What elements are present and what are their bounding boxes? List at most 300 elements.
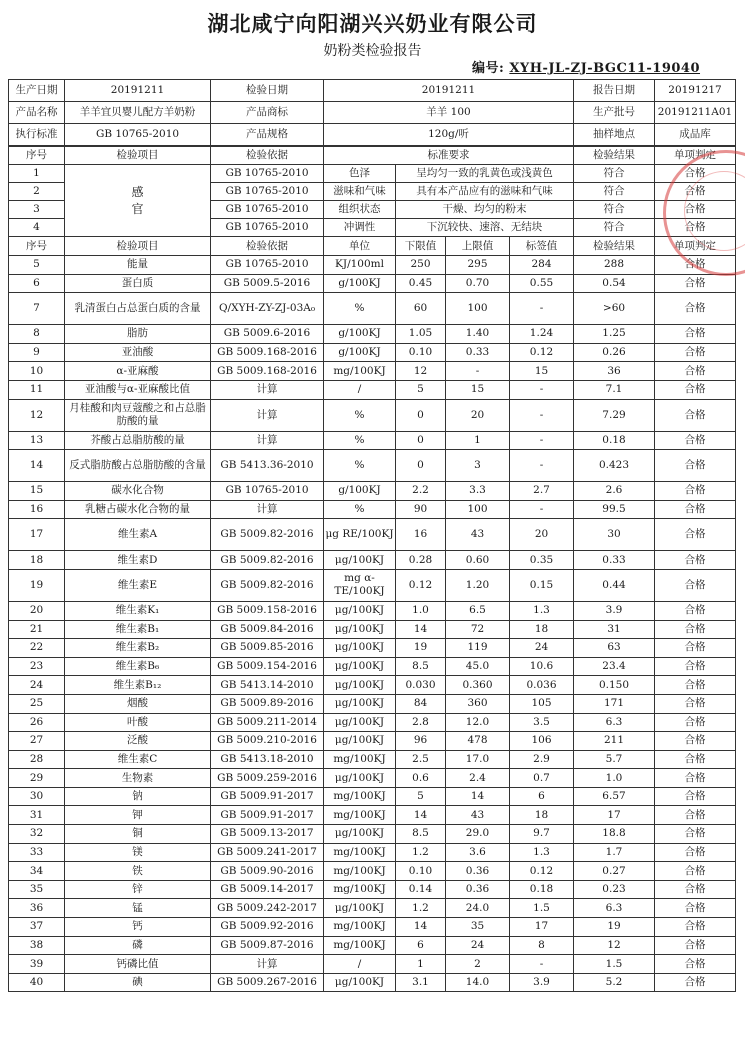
row-upper: 0.36 [446,862,510,881]
row-lower: 14 [396,918,446,937]
header-no: 序号 [9,147,65,165]
row-lower: 14 [396,620,446,639]
row-judgement: 合格 [655,973,736,992]
row-label-value: 284 [510,256,574,275]
table-row [9,843,736,862]
row-basis: GB 5009.82-2016 [211,569,324,601]
nutrient-header-row [9,237,736,256]
row-upper: 24 [446,936,510,955]
row-result: 1.5 [574,955,655,974]
row-upper: - [446,362,510,381]
row-basis: 计算 [211,380,324,399]
row-judgement: 合格 [655,500,736,519]
nutrient-rows [9,256,736,992]
row-upper: 14.0 [446,973,510,992]
row-label-value: 18 [510,620,574,639]
row-no: 28 [9,750,65,769]
row-basis: GB 10765-2010 [211,482,324,501]
table-row [9,676,736,695]
table-row [9,694,736,713]
row-judgement: 合格 [655,431,736,450]
row-upper: 24.0 [446,899,510,918]
row-item: 蛋白质 [65,274,211,293]
row-basis: GB 5009.91-2017 [211,806,324,825]
inspection-date: 20191211 [324,80,574,102]
row-judgement: 合格 [655,519,736,551]
row-result: 7.1 [574,380,655,399]
row-attribute: 色泽 [324,165,396,183]
row-item: 亚油酸 [65,343,211,362]
row-upper: 14 [446,787,510,806]
row-item: 亚油酸与α-亚麻酸比值 [65,380,211,399]
row-no: 19 [9,569,65,601]
table-row [9,973,736,992]
seal-inner-ring [684,171,745,251]
row-lower: 90 [396,500,446,519]
row-judgement: 合格 [655,806,736,825]
row-no: 13 [9,431,65,450]
row-basis: GB 5009.82-2016 [211,551,324,570]
row-upper: 100 [446,293,510,325]
row-result: 23.4 [574,657,655,676]
row-judgement: 合格 [655,713,736,732]
row-label-value: 10.6 [510,657,574,676]
row-label-value: 20 [510,519,574,551]
row-result: 3.9 [574,601,655,620]
row-result: 0.33 [574,551,655,570]
label-cell: 生产批号 [574,102,655,124]
row-upper: 295 [446,256,510,275]
row-item: 维生素B₆ [65,657,211,676]
row-lower: 5 [396,380,446,399]
row-item: 维生素E [65,569,211,601]
row-judgement: 合格 [655,399,736,431]
row-no: 27 [9,732,65,751]
row-label-value: 3.9 [510,973,574,992]
row-judgement: 合格 [655,620,736,639]
company-name: 湖北咸宁向阳湖兴兴奶业有限公司 [207,11,538,36]
row-judgement: 合格 [655,899,736,918]
row-basis: GB 5009.85-2016 [211,639,324,658]
row-item: 维生素B₁ [65,620,211,639]
row-judgement: 合格 [655,201,736,219]
row-label-value: - [510,399,574,431]
row-no: 34 [9,862,65,881]
row-basis: GB 5009.267-2016 [211,973,324,992]
header-result: 检验结果 [574,147,655,165]
row-item: 维生素D [65,551,211,570]
header-judgement: 单项判定 [655,237,736,256]
row-upper: 12.0 [446,713,510,732]
row-no: 39 [9,955,65,974]
row-judgement: 合格 [655,862,736,881]
row-lower: 0.10 [396,343,446,362]
row-lower: 1 [396,955,446,974]
row-upper: 15 [446,380,510,399]
row-upper: 1.20 [446,569,510,601]
table-row [9,880,736,899]
row-unit: g/100KJ [324,482,396,501]
row-basis: GB 5009.90-2016 [211,862,324,881]
row-result: 36 [574,362,655,381]
table-row [9,620,736,639]
row-item: 磷 [65,936,211,955]
row-basis: GB 5009.14-2017 [211,880,324,899]
row-upper: 29.0 [446,825,510,844]
row-basis: GB 10765-2010 [211,165,324,183]
table-row [9,482,736,501]
row-result: 0.423 [574,450,655,482]
sensory-table [8,146,736,237]
row-unit: g/100KJ [324,274,396,293]
label-cell: 产品名称 [9,102,65,124]
trademark: 羊羊 100 [324,102,574,124]
row-upper: 0.70 [446,274,510,293]
header-item: 检验项目 [65,147,211,165]
row-requirement: 干燥、均匀的粉末 [396,201,574,219]
row-item: 钙 [65,918,211,937]
batch-number: 20191211A01 [655,102,736,124]
row-upper: 1.40 [446,325,510,344]
row-result: 0.54 [574,274,655,293]
row-lower: 2.5 [396,750,446,769]
row-upper: 45.0 [446,657,510,676]
row-item: 维生素B₁₂ [65,676,211,695]
row-label-value: 15 [510,362,574,381]
row-basis: 计算 [211,500,324,519]
row-upper: 35 [446,918,510,937]
row-judgement: 合格 [655,880,736,899]
row-unit: μg/100KJ [324,551,396,570]
row-result: 31 [574,620,655,639]
row-result: 288 [574,256,655,275]
header-basis: 检验依据 [211,237,324,256]
row-lower: 5 [396,787,446,806]
row-basis: GB 5009.82-2016 [211,519,324,551]
row-no: 1 [9,165,65,183]
row-result: 30 [574,519,655,551]
row-unit: mg/100KJ [324,806,396,825]
row-no: 2 [9,183,65,201]
row-judgement: 合格 [655,639,736,658]
row-result: 符合 [574,165,655,183]
row-basis: GB 5009.92-2016 [211,918,324,937]
table-row [9,551,736,570]
row-item: α-亚麻酸 [65,362,211,381]
row-upper: 478 [446,732,510,751]
row-lower: 0 [396,399,446,431]
row-unit: μg/100KJ [324,713,396,732]
row-item: 叶酸 [65,713,211,732]
row-judgement: 合格 [655,450,736,482]
table-row [9,450,736,482]
row-judgement: 合格 [655,825,736,844]
row-requirement: 下沉较快、速溶、无结块 [396,219,574,237]
row-basis: GB 5009.89-2016 [211,694,324,713]
row-unit: % [324,450,396,482]
row-judgement: 合格 [655,293,736,325]
row-basis: GB 5009.211-2014 [211,713,324,732]
header-item: 检验项目 [65,237,211,256]
row-upper: 119 [446,639,510,658]
row-upper: 2.4 [446,769,510,788]
row-lower: 0 [396,450,446,482]
row-no: 31 [9,806,65,825]
row-judgement: 合格 [655,787,736,806]
row-basis: GB 5009.5-2016 [211,274,324,293]
row-no: 6 [9,274,65,293]
row-result: 63 [574,639,655,658]
row-no: 37 [9,918,65,937]
table-row [9,274,736,293]
row-no: 16 [9,500,65,519]
row-basis: GB 5009.168-2016 [211,343,324,362]
row-upper: 1 [446,431,510,450]
row-judgement: 合格 [655,657,736,676]
row-label-value: 0.35 [510,551,574,570]
row-label-value: 8 [510,936,574,955]
row-item: 维生素A [65,519,211,551]
row-upper: 43 [446,806,510,825]
row-lower: 0.12 [396,569,446,601]
row-no: 24 [9,676,65,695]
report-title: 奶粉类检验报告 [323,43,422,59]
row-lower: 1.2 [396,899,446,918]
table-row [9,955,736,974]
product-name: 羊羊宜贝婴儿配方羊奶粉 [65,102,211,124]
table-row [9,806,736,825]
row-lower: 0.14 [396,880,446,899]
row-basis: GB 10765-2010 [211,201,324,219]
row-item: 锌 [65,880,211,899]
row-result: 0.150 [574,676,655,695]
row-unit: μg/100KJ [324,601,396,620]
row-basis: GB 5009.158-2016 [211,601,324,620]
sensory-header-row [9,147,736,165]
row-item: 镁 [65,843,211,862]
row-judgement: 合格 [655,274,736,293]
row-unit: μg/100KJ [324,639,396,658]
row-result: 1.25 [574,325,655,344]
row-lower: 2.2 [396,482,446,501]
label-cell: 检验日期 [211,80,324,102]
row-label-value: 1.3 [510,601,574,620]
row-no: 20 [9,601,65,620]
row-attribute: 滋味和气味 [324,183,396,201]
header-result: 检验结果 [574,237,655,256]
row-basis: 计算 [211,955,324,974]
row-label-value: - [510,380,574,399]
row-item: 碳水化合物 [65,482,211,501]
row-unit: g/100KJ [324,325,396,344]
row-upper: 0.36 [446,880,510,899]
row-result: 1.7 [574,843,655,862]
row-lower: 0.28 [396,551,446,570]
row-result: 0.26 [574,343,655,362]
row-label-value: 2.7 [510,482,574,501]
row-basis: GB 10765-2010 [211,219,324,237]
header-label-value: 标签值 [510,237,574,256]
row-unit: mg/100KJ [324,787,396,806]
row-unit: μg/100KJ [324,973,396,992]
row-no: 5 [9,256,65,275]
row-label-value: 0.7 [510,769,574,788]
row-no: 36 [9,899,65,918]
row-basis: GB 5009.210-2016 [211,732,324,751]
row-upper: 43 [446,519,510,551]
row-label-value: 17 [510,918,574,937]
row-unit: μg/100KJ [324,676,396,695]
row-item: 泛酸 [65,732,211,751]
table-row [9,732,736,751]
row-label-value: 9.7 [510,825,574,844]
row-judgement: 合格 [655,183,736,201]
row-label-value: 1.5 [510,899,574,918]
row-lower: 1.05 [396,325,446,344]
row-unit: μg RE/100KJ [324,519,396,551]
row-basis: 计算 [211,431,324,450]
row-result: 99.5 [574,500,655,519]
info-table [8,79,736,146]
row-item: 维生素K₁ [65,601,211,620]
row-unit: mg α-TE/100KJ [324,569,396,601]
row-no: 10 [9,362,65,381]
row-item: 反式脂肪酸占总脂肪酸的含量 [65,450,211,482]
row-judgement: 合格 [655,936,736,955]
row-basis: GB 10765-2010 [211,183,324,201]
row-no: 40 [9,973,65,992]
row-upper: 72 [446,620,510,639]
nutrient-table [8,236,736,992]
row-result: 12 [574,936,655,955]
table-row [9,256,736,275]
row-basis: GB 5009.87-2016 [211,936,324,955]
row-unit: μg/100KJ [324,769,396,788]
row-unit: % [324,399,396,431]
row-lower: 96 [396,732,446,751]
row-unit: μg/100KJ [324,825,396,844]
label-cell: 生产日期 [9,80,65,102]
row-lower: 3.1 [396,973,446,992]
row-item: 钠 [65,787,211,806]
row-unit: % [324,293,396,325]
row-no: 4 [9,219,65,237]
row-unit: mg/100KJ [324,936,396,955]
row-item: 乳清蛋白占总蛋白质的含量 [65,293,211,325]
row-result: 2.6 [574,482,655,501]
row-label-value: 1.3 [510,843,574,862]
table-row [9,601,736,620]
row-lower: 84 [396,694,446,713]
row-judgement: 合格 [655,569,736,601]
row-result: 5.7 [574,750,655,769]
table-row [9,569,736,601]
row-unit: mg/100KJ [324,918,396,937]
row-judgement: 合格 [655,482,736,501]
row-lower: 1.2 [396,843,446,862]
row-label-value: 18 [510,806,574,825]
table-row [9,293,736,325]
row-lower: 8.5 [396,825,446,844]
row-judgement: 合格 [655,343,736,362]
table-row [9,500,736,519]
row-basis: GB 5009.154-2016 [211,657,324,676]
row-unit: % [324,500,396,519]
table-row [9,899,736,918]
row-no: 30 [9,787,65,806]
row-result: 17 [574,806,655,825]
header-requirement: 标准要求 [324,147,574,165]
row-unit: / [324,955,396,974]
row-item: 铁 [65,862,211,881]
row-requirement: 具有本产品应有的滋味和气味 [396,183,574,201]
row-basis: GB 5413.14-2010 [211,676,324,695]
row-judgement: 合格 [655,256,736,275]
row-basis: GB 5009.259-2016 [211,769,324,788]
row-item: 碘 [65,973,211,992]
row-no: 23 [9,657,65,676]
table-row [9,825,736,844]
row-judgement: 合格 [655,165,736,183]
row-upper: 20 [446,399,510,431]
row-basis: GB 5009.242-2017 [211,899,324,918]
row-lower: 1.0 [396,601,446,620]
table-row [9,343,736,362]
row-upper: 17.0 [446,750,510,769]
row-result: 符合 [574,183,655,201]
row-no: 8 [9,325,65,344]
row-no: 3 [9,201,65,219]
row-result: 7.29 [574,399,655,431]
row-judgement: 合格 [655,219,736,237]
row-item: 芥酸占总脂肪酸的量 [65,431,211,450]
row-unit: μg/100KJ [324,657,396,676]
row-lower: 0.6 [396,769,446,788]
row-label-value: 0.15 [510,569,574,601]
row-lower: 0.030 [396,676,446,695]
report-serial [472,57,700,76]
row-upper: 3.3 [446,482,510,501]
row-label-value: 3.5 [510,713,574,732]
row-item: 维生素B₂ [65,639,211,658]
row-unit: μg/100KJ [324,620,396,639]
row-lower: 250 [396,256,446,275]
row-judgement: 合格 [655,694,736,713]
row-result: 符合 [574,201,655,219]
row-lower: 0 [396,431,446,450]
row-label-value: - [510,293,574,325]
production-date: 20191211 [65,80,211,102]
row-upper: 3 [446,450,510,482]
row-unit: μg/100KJ [324,899,396,918]
table-row [9,918,736,937]
row-label-value: 0.12 [510,862,574,881]
row-item: 锰 [65,899,211,918]
row-judgement: 合格 [655,843,736,862]
row-basis: GB 5009.6-2016 [211,325,324,344]
row-no: 7 [9,293,65,325]
row-item: 钾 [65,806,211,825]
row-basis: GB 5009.168-2016 [211,362,324,381]
table-row [9,787,736,806]
standard: GB 10765-2010 [65,124,211,146]
row-lower: 14 [396,806,446,825]
row-no: 33 [9,843,65,862]
row-unit: KJ/100ml [324,256,396,275]
row-basis: GB 5009.241-2017 [211,843,324,862]
row-basis: GB 5009.84-2016 [211,620,324,639]
row-item: 烟酸 [65,694,211,713]
